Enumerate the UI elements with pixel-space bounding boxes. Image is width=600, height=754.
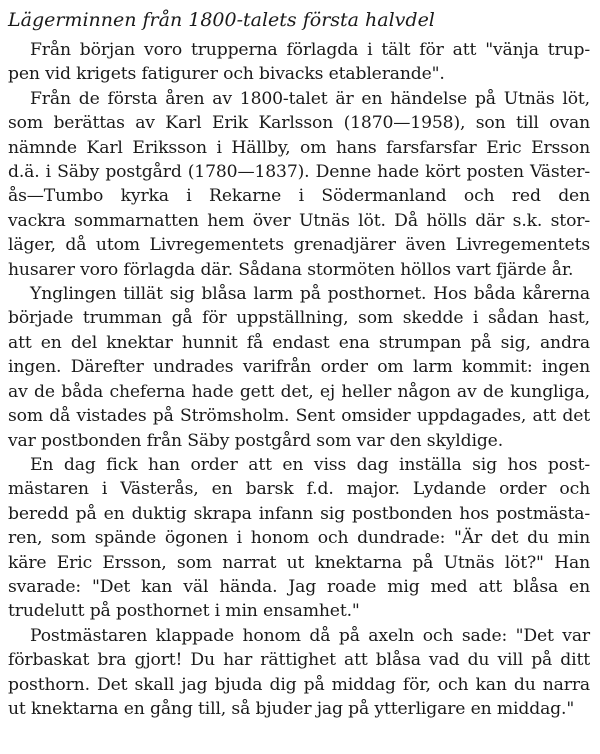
text-line: käre Eric Ersson, som narrat ut knektarna på Utnäs löt?" Han <box>8 552 590 573</box>
paragraph <box>8 87 590 282</box>
text-line: ingen. Därefter undrades varifrån order om larm kommit: ingen <box>8 357 590 378</box>
text-line: var postbonden från Säby postgård som var den skyldige. <box>8 430 504 451</box>
section-heading: Lägerminnen från 1800-talets första halvdel <box>8 9 435 31</box>
text-line: som berättas av Karl Erik Karlsson (1870—1958), son till ovan <box>8 113 590 134</box>
text-line: vackra sommarnatten hem över Utnäs löt. Då hölls där s.k. stor- <box>8 210 590 231</box>
text-line: husarer voro förlagda där. Sådana stormöten höllos vart fjärde år. <box>8 259 574 280</box>
paragraph <box>8 282 590 453</box>
paragraph <box>8 38 590 87</box>
text-line: posthorn. Det skall jag bjuda dig på middag för, och kan du narra <box>8 674 590 695</box>
text-line: svarade: "Det kan väl hända. Jag roade mig med att blåsa en <box>8 576 590 597</box>
text-line: Ynglingen tillät sig blåsa larm på posthornet. Hos båda kårerna <box>30 284 590 305</box>
text-line: En dag fick han order att en viss dag inställa sig hos post- <box>30 454 590 475</box>
text-line: började trumman gå för uppställning, som skedde i sådan hast, <box>8 308 590 329</box>
text-line: som då vistades på Strömsholm. Sent omsider uppdagades, att det <box>8 406 590 427</box>
text-line: ut knektarna en gång till, så bjuder jag på ytterligare en middag." <box>8 698 575 719</box>
text-line: mästaren i Västerås, en barsk f.d. major. Lydande order och <box>8 479 590 500</box>
text-line: läger, då utom Livregementets grenadjärer även Livregementets <box>8 235 590 256</box>
text-line: Från början voro trupperna förlagda i tält för att "vänja trup- <box>30 40 590 60</box>
text-line: Postmästaren klappade honom då på axeln och sade: "Det var <box>30 625 590 646</box>
paragraph <box>8 624 590 722</box>
paragraph <box>8 453 590 624</box>
text-line: nämnde Karl Eriksson i Hällby, om hans farsfarsfar Eric Ersson <box>8 137 590 158</box>
text-line: ren, som spände ögonen i honom och dundrade: "Är det du min <box>8 528 590 549</box>
body-text <box>8 38 590 721</box>
text-line: att en del knektar hunnit få endast ena strumpan på sig, andra <box>8 332 590 353</box>
text-line: d.ä. i Säby postgård (1780—1837). Denne hade kört posten Väster- <box>8 162 590 183</box>
text-line: ås—Tumbo kyrka i Rekarne i Södermanland och red den <box>8 186 590 207</box>
text-line: förbaskat bra gjort! Du har rättighet att blåsa vad du vill på ditt <box>8 650 590 671</box>
text-line: trudelutt på posthornet i min ensamhet." <box>8 601 360 622</box>
text-line: av de båda cheferna hade gett det, ej heller någon av de kungliga, <box>8 381 590 402</box>
text-line: Från de första åren av 1800-talet är en händelse på Utnäs löt, <box>30 88 590 109</box>
text-line: beredd på en duktig skrapa infann sig postbonden hos postmästa- <box>8 503 590 524</box>
text-line: pen vid krigets fatigurer och bivacks etablerande". <box>8 64 445 85</box>
